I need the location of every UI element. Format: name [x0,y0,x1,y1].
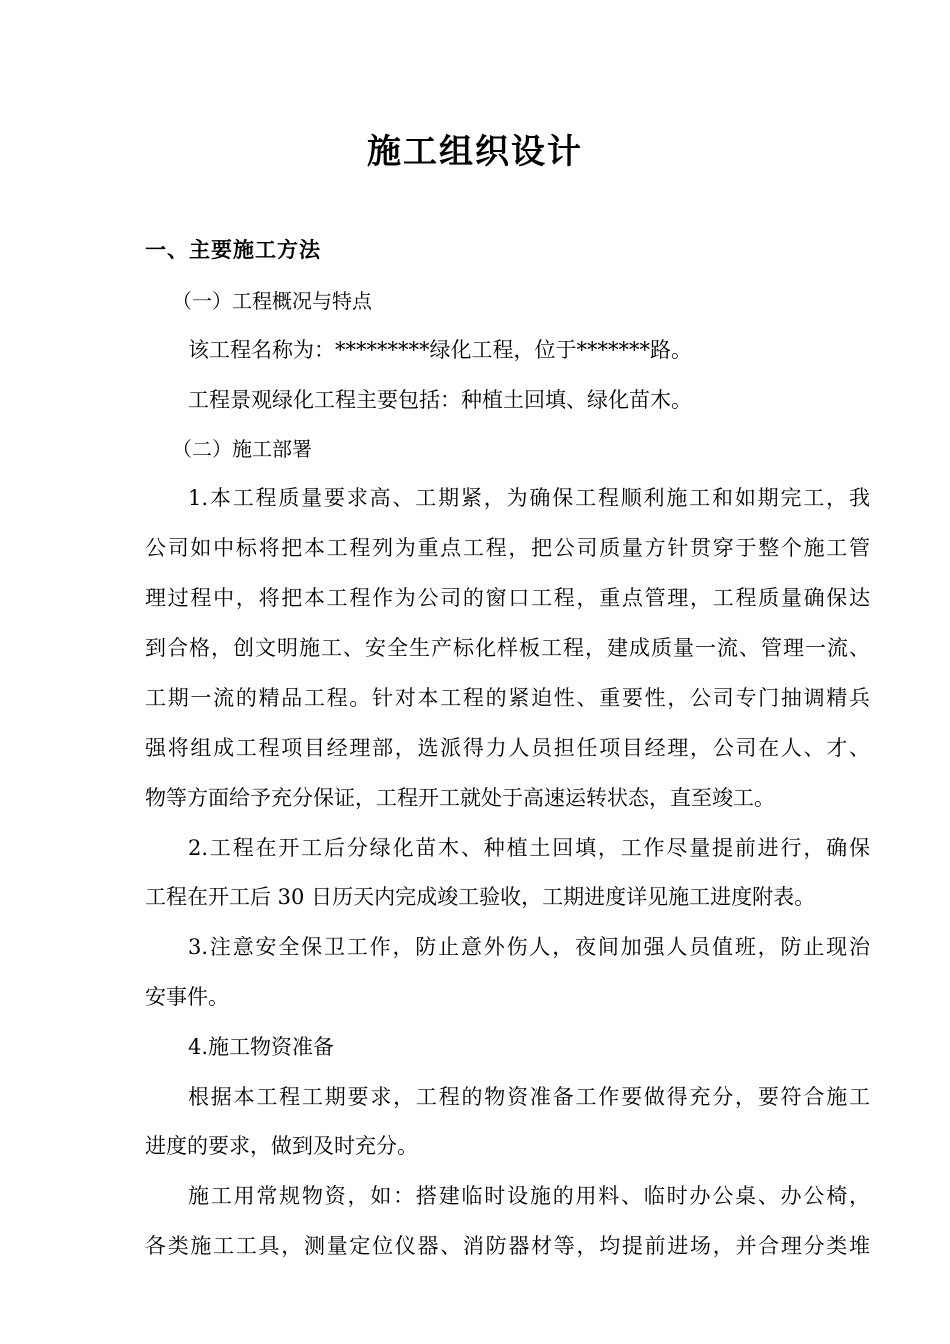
paragraph-project-scope: 工程景观绿化工程主要包括：种植土回填、绿化苗木。 [188,388,692,412]
subsection-heading-overview: （一）工程概况与特点 [172,289,372,313]
item1-line: 强将组成工程项目经理部，选派得力人员担任项目经理，公司在人、才、 [145,736,870,760]
paragraph-material-prep-line: 根据本工程工期要求，工程的物资准备工作要做得充分，要符合施工 [188,1085,870,1109]
item1-line: 理过程中，将把本工程作为公司的窗口工程，重点管理，工程质量确保达 [145,586,870,610]
item2-line: 2.工程在开工后分绿化苗木、种植土回填，工作尽量提前进行，确保 [188,836,870,860]
item1-line: 工期一流的精品工程。针对本工程的紧迫性、重要性，公司专门抽调精兵 [145,686,870,710]
item1-line: 公司如中标将把本工程列为重点工程，把公司质量方针贯穿于整个施工管 [145,536,870,560]
paragraph-common-materials-line: 施工用常规物资，如：搭建临时设施的用料、临时办公桌、办公椅， [188,1184,870,1208]
item1-line: 物等方面给予充分保证，工程开工就处于高速运转状态，直至竣工。 [145,786,775,810]
paragraph-material-prep-line: 进度的要求，做到及时充分。 [145,1134,418,1158]
item4-heading: 4.施工物资准备 [188,1035,335,1059]
document-title: 施工组织设计 [367,132,583,172]
paragraph-project-name: 该工程名称为：*********绿化工程，位于*******路。 [188,338,692,362]
item3-line: 安事件。 [145,985,229,1009]
section-heading-main-methods: 一、主要施工方法 [145,237,321,262]
paragraph-common-materials-line: 各类施工工具，测量定位仪器、消防器材等，均提前进场，并合理分类堆 [145,1234,870,1258]
item1-line: 1.本工程质量要求高、工期紧，为确保工程顺利施工和如期完工，我 [188,486,870,510]
item2-line: 工程在开工后 30 日历天内完成竣工验收，工期进度详见施工进度附表。 [145,885,816,909]
item3-line: 3.注意安全保卫工作，防止意外伤人，夜间加强人员值班，防止现治 [188,935,870,959]
item1-line: 到合格，创文明施工、安全生产标化样板工程，建成质量一流、管理一流、 [145,636,870,660]
subsection-heading-deployment: （二）施工部署 [172,437,312,461]
